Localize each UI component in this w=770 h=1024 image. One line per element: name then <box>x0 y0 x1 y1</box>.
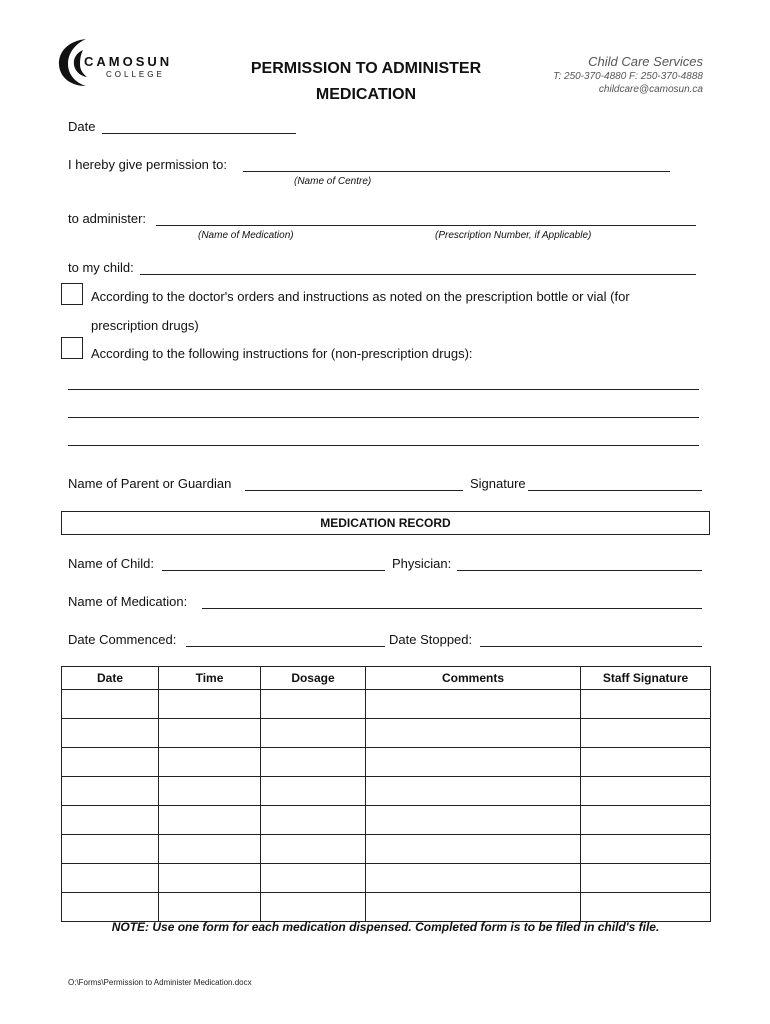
medication-name-field[interactable] <box>156 225 696 226</box>
column-time: Time <box>159 667 261 690</box>
physician-label: Physician: <box>392 556 452 571</box>
date-commenced-field[interactable] <box>186 646 385 647</box>
medication-record-heading: MEDICATION RECORD <box>61 511 710 535</box>
column-dosage: Dosage <box>261 667 366 690</box>
record-child-label: Name of Child: <box>68 556 154 571</box>
child-name-field[interactable] <box>140 274 696 275</box>
table-cell[interactable] <box>261 748 366 777</box>
table-cell[interactable] <box>62 835 159 864</box>
record-child-field[interactable] <box>162 570 385 571</box>
table-cell[interactable] <box>261 690 366 719</box>
table-cell[interactable] <box>62 864 159 893</box>
column-staff-signature: Staff Signature <box>581 667 711 690</box>
table-row <box>62 806 711 835</box>
table-cell[interactable] <box>261 806 366 835</box>
table-cell[interactable] <box>366 893 581 922</box>
administer-label: to administer: <box>68 211 147 226</box>
logo-subtitle: COLLEGE <box>106 70 165 79</box>
parent-name-field[interactable] <box>245 490 463 491</box>
non-prescription-checkbox[interactable] <box>61 337 83 359</box>
table-row <box>62 777 711 806</box>
phone-fax: T: 250-370-4880 F: 250-370-4888 <box>553 71 703 82</box>
record-medication-label: Name of Medication: <box>68 594 188 609</box>
record-medication-field[interactable] <box>202 608 702 609</box>
column-date: Date <box>62 667 159 690</box>
table-cell[interactable] <box>581 777 711 806</box>
contact-info <box>480 70 703 96</box>
table-cell[interactable] <box>261 893 366 922</box>
permission-label: I hereby give permission to: <box>68 157 227 172</box>
date-label: Date <box>68 119 96 134</box>
physician-field[interactable] <box>457 570 702 571</box>
table-row <box>62 748 711 777</box>
table-row <box>62 864 711 893</box>
table-cell[interactable] <box>581 835 711 864</box>
centre-name-field[interactable] <box>243 171 670 172</box>
table-cell[interactable] <box>366 864 581 893</box>
option-prescription-line-2: prescription drugs) <box>91 318 199 333</box>
table-cell[interactable] <box>159 719 261 748</box>
table-cell[interactable] <box>261 864 366 893</box>
option-non-prescription: According to the following instructions for (non-prescription drugs): <box>91 346 473 361</box>
child-label: to my child: <box>68 260 134 275</box>
table-cell[interactable] <box>581 690 711 719</box>
date-commenced-label: Date Commenced: <box>68 632 177 647</box>
table-cell[interactable] <box>62 893 159 922</box>
centre-hint: (Name of Centre) <box>294 176 372 187</box>
prescription-checkbox[interactable] <box>61 283 83 305</box>
table-cell[interactable] <box>62 777 159 806</box>
table-cell[interactable] <box>366 777 581 806</box>
table-cell[interactable] <box>366 806 581 835</box>
table-cell[interactable] <box>581 719 711 748</box>
table-cell[interactable] <box>159 748 261 777</box>
table-cell[interactable] <box>366 835 581 864</box>
signature-field[interactable] <box>528 490 702 491</box>
parent-name-label: Name of Parent or Guardian <box>68 476 232 491</box>
table-cell[interactable] <box>62 806 159 835</box>
date-stopped-label: Date Stopped: <box>389 632 473 647</box>
table-cell[interactable] <box>581 806 711 835</box>
table-cell[interactable] <box>366 690 581 719</box>
instructions-line-3[interactable] <box>68 445 699 446</box>
table-cell[interactable] <box>159 835 261 864</box>
option-prescription-line-1: According to the doctor's orders and instructions as noted on the prescription bottle or vial (for <box>91 289 630 304</box>
table-cell[interactable] <box>366 748 581 777</box>
table-row <box>62 690 711 719</box>
table-cell[interactable] <box>366 719 581 748</box>
table-cell[interactable] <box>62 748 159 777</box>
table-cell[interactable] <box>261 835 366 864</box>
footer-file-path: O:\Forms\Permission to Administer Medication.docx <box>68 978 252 987</box>
table-cell[interactable] <box>159 777 261 806</box>
document-title <box>236 56 496 108</box>
table-cell[interactable] <box>159 806 261 835</box>
table-row <box>62 719 711 748</box>
column-comments: Comments <box>366 667 581 690</box>
date-field[interactable] <box>102 133 296 134</box>
email-address: childcare@camosun.ca <box>598 84 703 95</box>
title-line-1: PERMISSION TO ADMINISTER <box>250 60 482 77</box>
table-row <box>62 893 711 922</box>
medication-hint: (Name of Medication) <box>198 230 294 241</box>
logo-wordmark: CAMOSUN <box>84 54 173 69</box>
medication-record-table <box>61 666 711 922</box>
table-cell[interactable] <box>261 777 366 806</box>
table-header-row <box>62 667 711 690</box>
table-cell[interactable] <box>159 864 261 893</box>
table-cell[interactable] <box>159 690 261 719</box>
prescription-hint: (Prescription Number, if Applicable) <box>435 230 592 241</box>
table-cell[interactable] <box>62 719 159 748</box>
table-cell[interactable] <box>261 719 366 748</box>
table-cell[interactable] <box>159 893 261 922</box>
signature-label: Signature <box>470 476 526 491</box>
title-line-2: MEDICATION <box>315 86 417 103</box>
department-name: Child Care Services <box>588 54 703 69</box>
instructions-line-2[interactable] <box>68 417 699 418</box>
table-cell[interactable] <box>581 864 711 893</box>
table-cell[interactable] <box>62 690 159 719</box>
instructions-line-1[interactable] <box>68 389 699 390</box>
table-row <box>62 835 711 864</box>
note-text: NOTE: Use one form for each medication dispensed. Completed form is to be filed in child's file. <box>111 920 660 934</box>
table-cell[interactable] <box>581 893 711 922</box>
table-cell[interactable] <box>581 748 711 777</box>
date-stopped-field[interactable] <box>480 646 702 647</box>
